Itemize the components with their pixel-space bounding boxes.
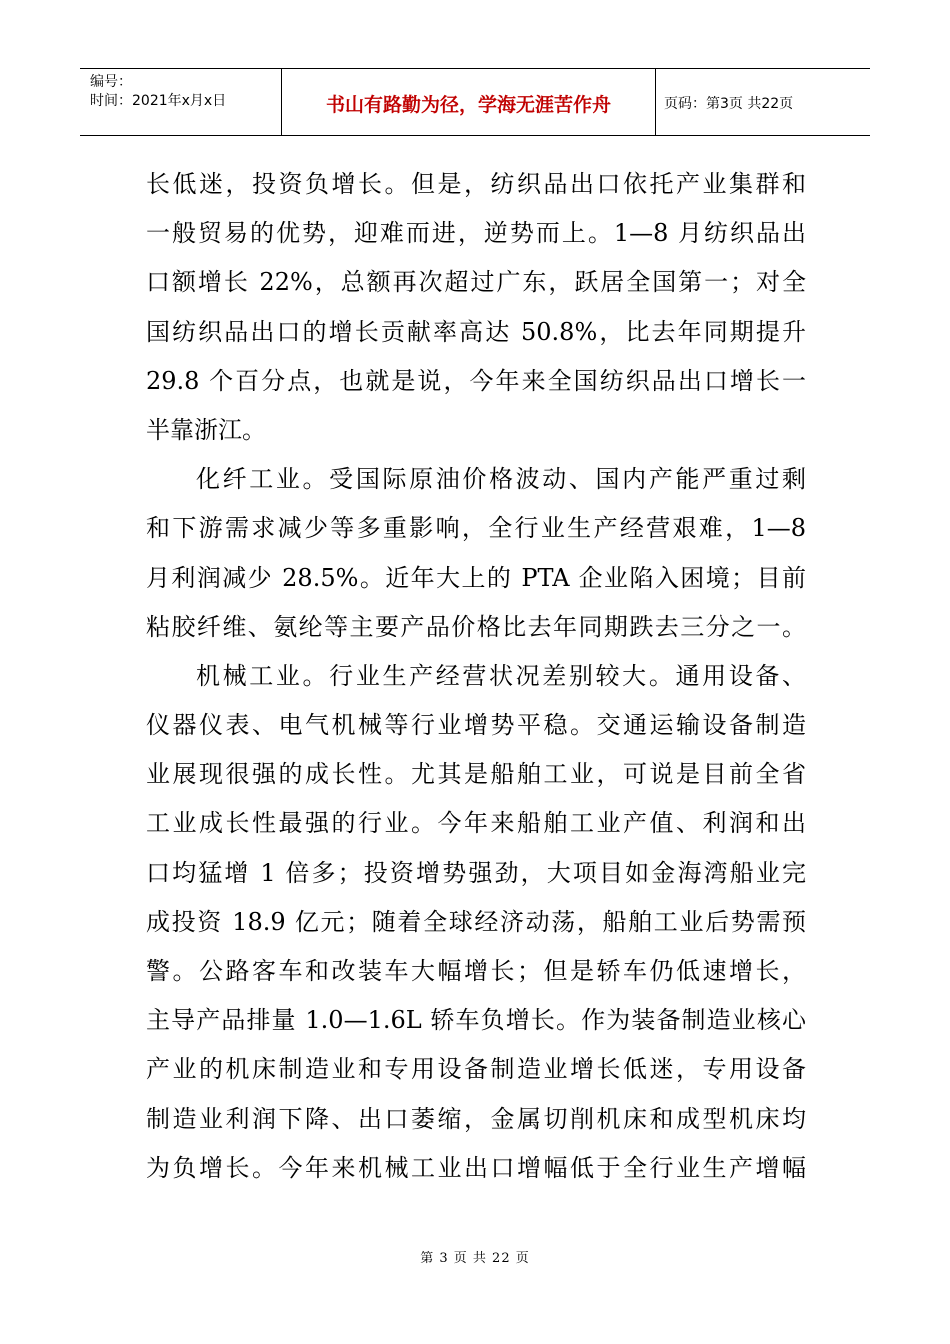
body-line: 主导产品排量 1.0—1.6L 轿车负增长。作为装备制造业核心 [146, 1006, 806, 1035]
body-line: 化纤工业。受国际原油价格波动、国内产能严重过剩 [196, 465, 806, 494]
page-footer: 第 3 页 共 22 页 [420, 1251, 530, 1266]
body-line: 29.8 个百分点，也就是说，今年来全国纺织品出口增长一 [146, 366, 806, 395]
body-line: 月利润减少 28.5%。近年大上的 PTA 企业陷入困境；目前 [146, 563, 806, 592]
body-line: 仪器仪表、电气机械等行业增势平稳。交通运输设备制造 [146, 711, 806, 740]
body-line: 粘胶纤维、氨纶等主要产品价格比去年同期跌去三分之一。 [146, 612, 806, 641]
body-line: 工业成长性最强的行业。今年来船舶工业产值、利润和出 [146, 809, 806, 838]
body-line: 和下游需求减少等多重影响，全行业生产经营艰难，1—8 [146, 514, 806, 543]
body-line: 产业的机床制造业和专用设备制造业增长低迷，专用设备 [146, 1055, 806, 1084]
body-line: 制造业利润下降、出口萎缩，金属切削机床和成型机床均 [146, 1104, 806, 1133]
body-line: 警。公路客车和改装车大幅增长；但是轿车仍低速增长， [146, 957, 806, 985]
header-motto: 书山有路勤为径，学海无涯苦作舟 [282, 69, 656, 135]
body-line: 一般贸易的优势，迎难而进，逆势而上。1—8 月纺织品出 [146, 219, 806, 248]
body-line: 机械工业。行业生产经营状况差别较大。通用设备、 [196, 661, 806, 690]
document-body [146, 160, 806, 1193]
body-line: 业展现很强的成长性。尤其是船舶工业，可说是目前全省 [146, 760, 806, 789]
header-meta [80, 69, 282, 135]
header-page-number: 页码：第3页 共22页 [664, 96, 794, 112]
body-line: 成投资 18.9 亿元；随着全球经济动荡，船舶工业后势需预 [146, 907, 806, 936]
document-date-label: 时间：2021年x月x日 [90, 93, 227, 109]
page-header [80, 68, 870, 136]
body-line: 长低迷，投资负增长。但是，纺织品出口依托产业集群和 [146, 170, 806, 198]
document-code-label: 编号： [90, 74, 132, 90]
body-line: 口均猛增 1 倍多；投资增势强劲，大项目如金海湾船业完 [146, 858, 806, 887]
body-line: 国纺织品出口的增长贡献率高达 50.8%，比去年同期提升 [146, 317, 806, 346]
body-line: 口额增长 22%，总额再次超过广东，跃居全国第一；对全 [146, 268, 806, 297]
body-line: 为负增长。今年来机械工业出口增幅低于全行业生产增幅 [146, 1153, 806, 1182]
body-line: 半靠浙江。 [146, 415, 266, 444]
